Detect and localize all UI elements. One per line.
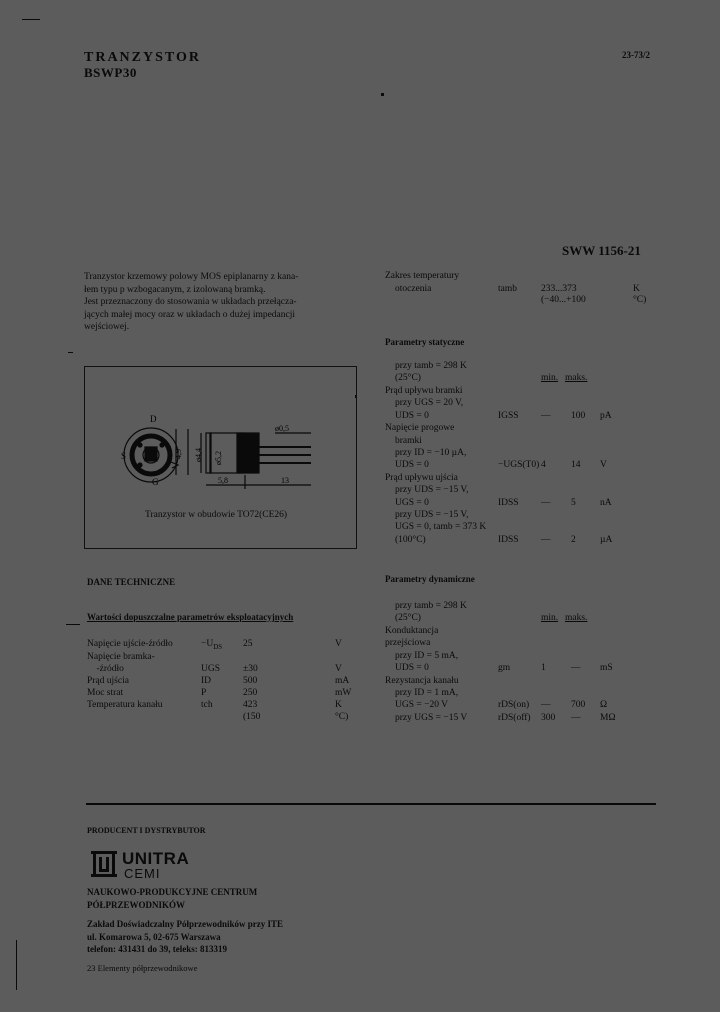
row-symbol: rDS(off) [498,712,531,723]
description-line: łem typu p wzbogacanym, z izolowaną bramką. [84,284,266,295]
row-symbol: IGSS [498,410,519,421]
description-line: Tranzystor krzemowy polowy MOS epiplanarny z kana- [84,272,299,282]
table-row [385,510,655,522]
row-max: 700 [571,700,586,711]
address-line: Zakład Doświadczalny Półprzewodników przy ITE [87,919,284,929]
row-max: 2 [571,534,576,545]
row-label: bramki [395,435,422,446]
row-unit: V [335,639,342,649]
row-min: — [541,497,551,508]
row-name: Temperatura kanału [87,700,163,710]
row-max: 5 [571,497,576,508]
temperature-value: 233...373 [541,284,577,294]
row-min: 300 [541,712,556,723]
table-row [385,535,655,547]
package-figure [84,366,357,549]
scan-mark [381,93,384,96]
row-max: — [571,712,581,723]
unitra-logo-icon [91,851,117,877]
row-label: przy ID = −10 µA, [395,448,467,458]
condition: przy tamb = 298 K [395,601,467,611]
col-min: min. [541,373,559,383]
row-name: Napięcie bramka- [87,652,155,662]
row-value: 25 [243,639,253,649]
description-line: jących małej mocy oraz w układach o dużej impedancji [84,309,296,320]
divider [86,803,656,805]
condition: (25°C) [395,373,421,383]
row-unit: V [335,664,342,674]
row-symbol: −UGS(T0) [498,460,540,471]
dim-label: ø0,5 [275,424,289,433]
row-value: (150 [243,712,261,722]
row-unit: pA [600,410,612,421]
table-row [385,436,655,448]
row-max: — [571,663,581,674]
dim-label: 13 [281,476,289,485]
address-line: telefon: 431431 do 39, teleks: 813319 [87,944,227,954]
row-label: UGS = 0 [395,497,429,508]
limits-heading: Wartości dopuszczalne parametrów eksploatacyjnych [87,612,294,622]
temperature-unit: K [633,284,640,294]
row-symbol: IDSS [498,497,519,508]
figure-caption: Tranzystor w obudowie TO72(CE26) [145,510,288,520]
temperature-label: Zakres temperatury [385,271,460,281]
table-row [385,411,655,423]
dim-label: ø5,2 [214,451,223,465]
page-code: 23-73/2 [622,50,650,60]
row-symbol: gm [498,663,511,674]
table-row [87,712,367,724]
row-symbol: IDSS [498,534,519,545]
table-row [385,498,655,510]
table-row [87,700,367,712]
row-symbol: tch [201,700,213,710]
row-label: przy UDS = −15 V, [395,510,469,520]
row-max: 100 [571,410,586,421]
scan-mark [68,352,73,353]
row-label: Rezystancja kanału [385,675,459,686]
row-min: 1 [541,663,546,674]
table-row [87,676,367,688]
table-row [385,713,655,725]
row-min: — [541,534,551,545]
logo-text: UNITRA [122,849,190,868]
static-table [385,361,655,551]
table-row [87,652,367,664]
address [87,918,283,956]
table-row [87,639,367,651]
condition: (25°C) [395,613,421,623]
description-line: wejściowej. [84,322,130,333]
table-row [385,485,655,497]
temperature-unit: °C) [633,295,647,305]
row-label: Konduktancja [385,626,439,636]
pin-label-s: S [121,451,127,461]
scan-mark [66,624,80,625]
row-min: — [541,700,551,711]
static-heading: Parametry statyczne [385,337,465,347]
producer-heading: PRODUCENT I DYSTRYBUTOR [87,826,206,835]
table-row [385,688,655,700]
dynamic-heading: Parametry dynamiczne [385,574,475,584]
row-label: UDS = 0 [395,663,429,674]
model-number: BSWP30 [84,65,137,80]
row-label: Napięcie progowe [385,423,455,434]
row-name: Prąd ujścia [87,676,129,686]
temperature-value: (−40...+100 [541,295,586,305]
table-row [385,448,655,460]
row-min: 4 [541,460,546,471]
col-max: maks. [565,373,588,383]
row-unit: V [600,460,607,471]
dynamic-table [385,601,655,731]
logo-subtext: CEMI [124,866,161,881]
row-value: 423 [243,700,258,710]
temperature-label: otoczenia [395,284,432,294]
row-unit: K [335,700,342,710]
inner-square [145,447,157,461]
row-label: przy UGS = 20 V, [395,398,464,409]
unitra-logo [91,851,201,881]
row-name: -źródło [87,664,124,674]
table-row [385,676,655,688]
description-line: Jest przeznaczony do stosowania w układach przełącza- [84,297,297,308]
row-min: — [541,410,551,421]
table-row [87,664,367,676]
package-drawing [85,367,356,548]
address-line: ul. Komarowa 5, 02-675 Warszawa [87,931,221,942]
row-max: 14 [571,460,581,471]
description [84,271,359,334]
row-label: przy UGS = −15 V [395,712,468,723]
footer: 23 Elementy półprzewodnikowe [87,963,198,973]
row-label: (100°C) [395,534,426,545]
table-row [385,460,655,472]
table-row [385,473,655,485]
row-unit: °C) [335,712,349,722]
manufacturer-line: PÓŁPRZEWODNIKÓW [87,900,186,910]
row-label: UGS = −20 V [395,700,449,711]
table-row [385,522,655,534]
table-row [385,423,655,435]
dim-label: 4,9 [174,449,183,459]
table-row [385,638,655,650]
table-row [385,626,655,638]
row-label: Prąd upływu bramki [385,386,463,396]
row-unit: mS [600,663,613,674]
condition: przy tamb = 298 K [395,361,467,371]
pin-label-g: G [152,477,159,487]
row-name: Napięcie ujście-źródło [87,639,173,649]
row-label: przy UDS = −15 V, [395,485,469,496]
row-label: UDS = 0 [395,410,429,421]
table-row [385,386,655,398]
row-name: Moc strat [87,688,124,698]
table-row [385,398,655,410]
row-unit: mW [335,688,352,698]
temperature-symbol: tamb [498,284,517,294]
row-unit: Ω [600,700,608,711]
col-max: maks. [565,613,588,623]
manufacturer-name [87,886,257,912]
col-min: min. [541,613,559,623]
row-unit: mA [335,676,350,686]
table-row [87,688,367,700]
row-value: 500 [243,676,258,686]
scan-mark [22,19,40,20]
table-row [385,663,655,675]
scan-mark [16,940,17,990]
row-symbol: P [201,688,207,698]
row-unit: nA [600,497,612,508]
row-unit: µA [600,534,613,545]
row-label: przejściowa [385,638,431,649]
table-row [385,651,655,663]
row-symbol: rDS(on) [498,700,530,711]
temperature-block [385,271,655,311]
row-unit: MΩ [600,712,616,723]
dim-label: ø4,4 [194,448,203,462]
row-value: ±30 [243,664,258,674]
row-label: UGS = 0, tamb = 373 K [395,522,487,533]
limits-table [87,639,367,729]
manufacturer-line: NAUKOWO-PRODUKCYJNE CENTRUM [87,887,258,897]
row-label: przy ID = 5 mA, [395,650,459,661]
row-symbol: ID [201,676,212,686]
tech-heading: DANE TECHNICZNE [87,577,176,587]
row-label: przy ID = 1 mA, [395,688,459,698]
row-symbol: $-U_{DS}$ [201,639,223,651]
row-label: UDS = 0 [395,460,429,471]
document-title: TRANZYSTOR [84,50,201,65]
row-label: Prąd upływu ujścia [385,472,458,483]
pin-label-d: D [150,414,157,424]
standard-number: SWW 1156-21 [562,243,641,258]
row-symbol: UGS [201,664,221,674]
row-value: 250 [243,688,258,698]
dim-label: 5,8 [218,476,228,485]
table-row [385,700,655,712]
